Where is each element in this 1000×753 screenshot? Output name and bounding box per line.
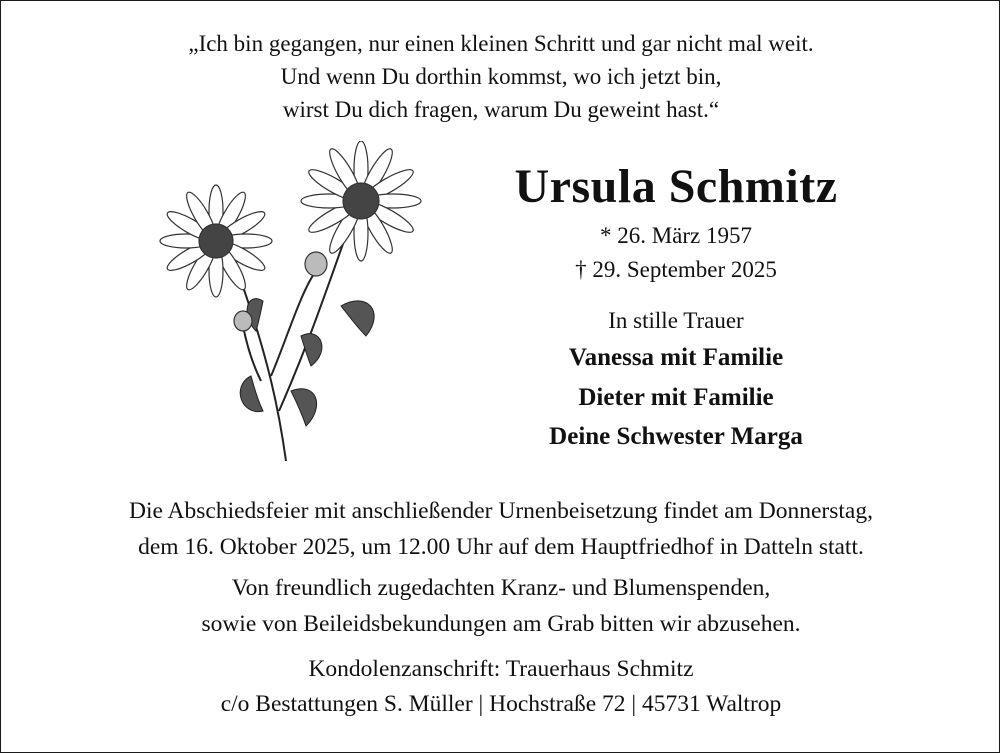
quote-line-1: „Ich bin gegangen, nur einen kleinen Schritt und gar nicht mal weit. [188,31,814,56]
mourner-1: Vanessa mit Familie [568,344,784,371]
deceased-name: Ursula Schmitz [514,160,838,213]
mourning-intro: In stille Trauer [608,308,744,333]
daisy-flowers-illustration [151,141,451,471]
request-line-2: sowie von Beileidsbekundungen am Grab bitten wir abzusehen. [201,611,801,637]
request-line-1: Von freundlich zugedachten Kranz- und Blumenspenden, [231,575,771,601]
birth-date: * 26. März 1957 [599,223,753,248]
mourner-2: Dieter mit Familie [578,384,774,411]
mourner-3: Deine Schwester Marga [549,423,803,450]
quote-line-3: wirst Du dich fragen, warum Du geweint hast.“ [282,97,720,122]
address-line-2: c/o Bestattungen S. Müller | Hochstraße 72 | 45731 Waltrop [220,691,782,717]
quote-line-2: Und wenn Du dorthin kommst, wo ich jetzt bin, [280,64,722,89]
ceremony-line-2: dem 16. Oktober 2025, um 12.00 Uhr auf dem Hauptfriedhof in Datteln statt. [138,534,864,560]
address-line-1: Kondolenzanschrift: Trauerhaus Schmitz [308,656,694,682]
ceremony-line-1: Die Abschiedsfeier mit anschließender Urnenbeisetzung findet am Donnerstag, [129,498,873,524]
death-date: † 29. September 2025 [575,257,777,282]
